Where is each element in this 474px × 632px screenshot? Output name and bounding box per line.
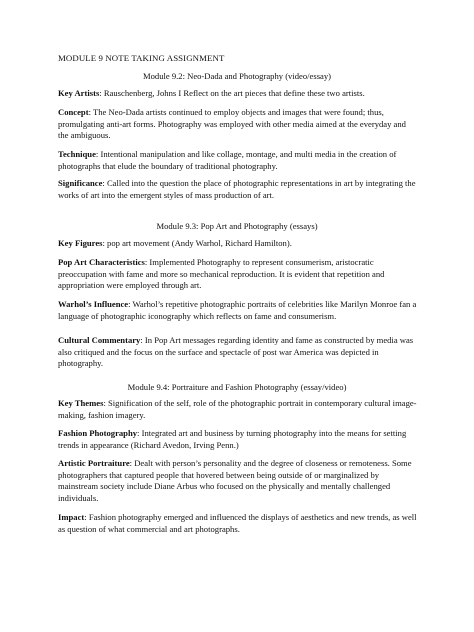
entry-text: Integrated art and business by turning photography into the means for setting trends in appearance (Richard Avedon, Irving Penn.) <box>58 428 407 450</box>
entry-label: Key Figures <box>58 238 103 248</box>
entry-label: Technique <box>58 149 96 159</box>
document-title: MODULE 9 NOTE TAKING ASSIGNMENT <box>58 53 225 63</box>
entry-text: Intentional manipulation and like collage, montage, and multi media in the creation of photographs that elude the boundary of traditional photography. <box>58 149 397 171</box>
entry-label: Artistic Portraiture <box>58 458 130 468</box>
entry-text: Signification of the self, role of the photographic portrait in contemporary cultural image-making, fashion imagery. <box>58 398 417 420</box>
entry-paragraph: Warhol’s Influence: Warhol’s repetitive photographic portraits of celebrities like Marilyn Monroe fan a language of photographic iconography which reflects on fame and consumerism. <box>58 299 417 321</box>
entry-text: In Pop Art messages regarding identity and fame as constructed by media was also critiqued and the focus on the surface and spectacle of post war America was depicted in photography. <box>58 335 414 369</box>
entry-paragraph: Fashion Photography: Integrated art and business by turning photography into the means for setting trends in appearance (Richard Avedon, Irving Penn.) <box>58 428 407 450</box>
entry-paragraph: Pop Art Characteristics: Implemented Photography to represent consumerism, aristocratic preoccupation with fame and more so mechanical reproduction. It is evident that repetition and appropriation were employed through art. <box>58 257 385 291</box>
entry-paragraph: Impact: Fashion photography emerged and influenced the displays of aesthetics and new trends, as well as question of what commercial and art photographs. <box>58 512 417 534</box>
module-heading: Module 9.4: Portraiture and Fashion Photography (essay/video) <box>127 382 347 392</box>
module-heading: Module 9.2: Neo-Dada and Photography (video/essay) <box>142 71 332 81</box>
entry-paragraph: Technique: Intentional manipulation and like collage, montage, and multi media in the creation of photographs that elude the boundary of traditional photography. <box>58 149 397 171</box>
entry-label: Impact <box>58 512 85 522</box>
entry-label: Fashion Photography <box>58 428 138 438</box>
entry-text: pop art movement (Andy Warhol, Richard Hamilton). <box>107 238 292 248</box>
entry-label: Significance <box>58 178 103 188</box>
entry-text: Fashion photography emerged and influenced the displays of aesthetics and new trends, as well as question of what commercial and art photographs. <box>58 512 417 534</box>
entry-text: The Neo-Dada artists continued to employ objects and images that were found; thus, promulgating anti-art forms. Photography was employed with other media aimed at the everyday and the ambiguous. <box>58 107 406 141</box>
entry-label: Key Artists <box>58 88 100 98</box>
entry-text: Called into the question the place of photographic representations in art by integrating the works of art into the emergent styles of mass production of art. <box>58 178 416 200</box>
entry-paragraph: Artistic Portraiture: Dealt with person’s personality and the degree of closeness or remoteness. Some photographers that captured people that hovered between being outside of or marginalized by mainstream society include Diane Arbus who focused on the physically and mentally challenged individuals. <box>58 458 412 503</box>
entry-paragraph: Significance: Called into the question the place of photographic representations in art by integrating the works of art into the emergent styles of mass production of art. <box>58 178 416 200</box>
entry-label: Concept <box>58 107 89 117</box>
entry-paragraph: Cultural Commentary: In Pop Art messages regarding identity and fame as constructed by media was also critiqued and the focus on the surface and spectacle of post war America was depicted in photography. <box>58 335 414 369</box>
entry-paragraph: Key Artists: Rauschenberg, Johns I Reflect on the art pieces that define these two artists. <box>58 88 365 98</box>
entry-text: Warhol’s repetitive photographic portraits of celebrities like Marilyn Monroe fan a language of photographic iconography which reflects on fame and consumerism. <box>58 299 417 321</box>
entry-paragraph: Key Themes: Signification of the self, role of the photographic portrait in contemporary cultural image-making, fashion imagery. <box>58 398 417 420</box>
module-heading: Module 9.3: Pop Art and Photography (essays) <box>156 221 318 231</box>
entry-label: Warhol’s Influence <box>58 299 129 309</box>
entry-paragraph: Concept: The Neo-Dada artists continued to employ objects and images that were found; thus, promulgating anti-art forms. Photography was employed with other media aimed at the everyday and the ambiguous. <box>58 107 406 141</box>
entry-text: Rauschenberg, Johns I Reflect on the art pieces that define these two artists. <box>103 88 365 98</box>
entry-label: Cultural Commentary <box>58 335 141 345</box>
entry-text: Implemented Photography to represent consumerism, aristocratic preoccupation with fame and more so mechanical reproduction. It is evident that repetition and appropriation were employed through art. <box>58 257 385 291</box>
entry-label: Pop Art Characteristics <box>58 257 145 267</box>
entry-paragraph: Key Figures: pop art movement (Andy Warhol, Richard Hamilton). <box>58 238 292 248</box>
entry-label: Key Themes <box>58 398 104 408</box>
entry-text: Dealt with person’s personality and the degree of closeness or remoteness. Some photographers that captured people that hovered between being outside of or marginalized by mainstream society include Diane Arbus who focused on the physically and mentally challenged individuals. <box>58 458 412 503</box>
